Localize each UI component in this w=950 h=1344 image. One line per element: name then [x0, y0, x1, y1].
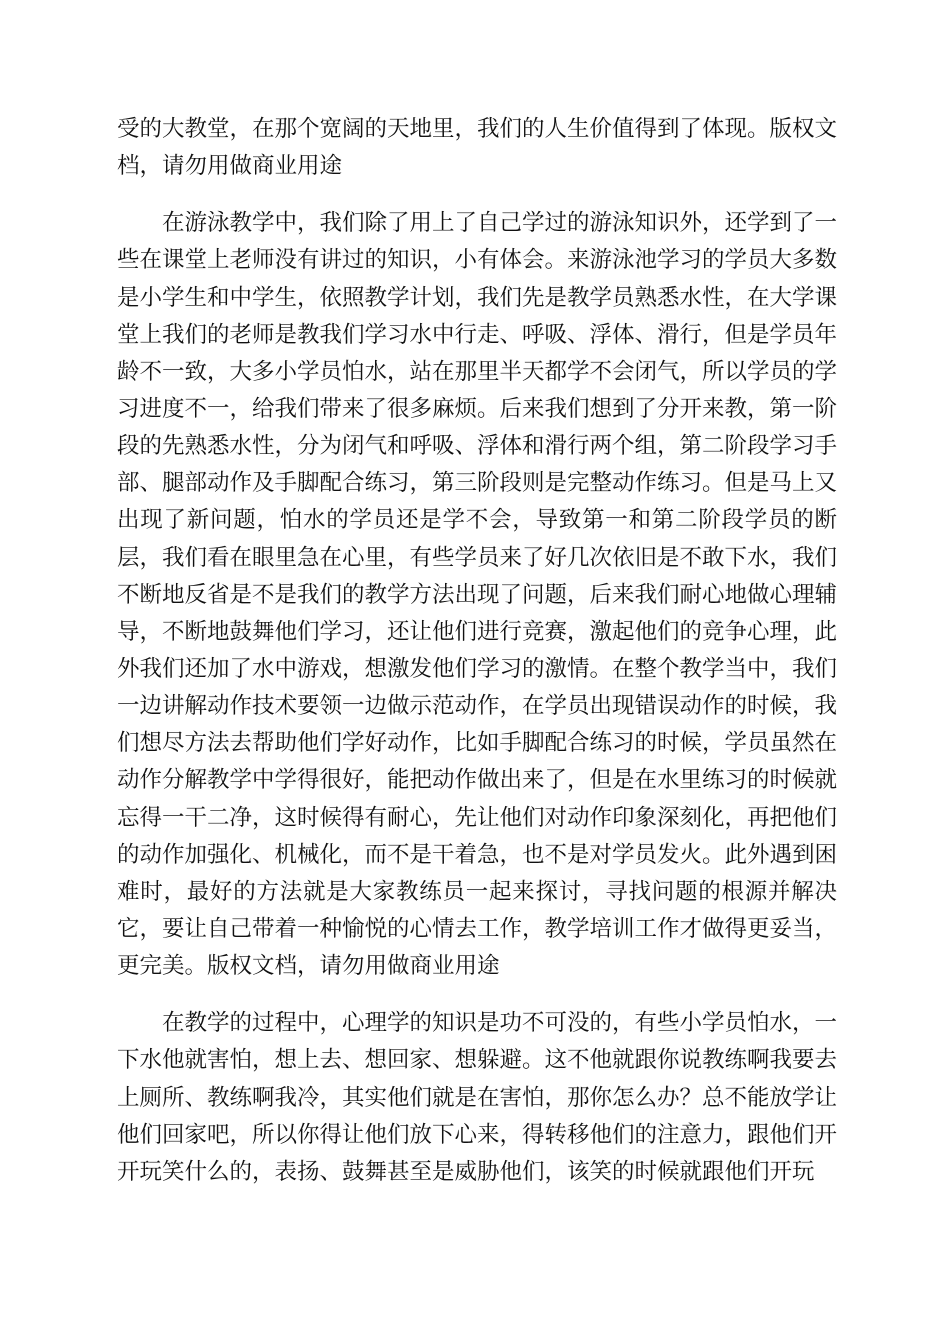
text-line: 上厕所、教练啊我冷，其实他们就是在害怕，那你怎么办？总不能放学让: [117, 1084, 838, 1111]
text-line: 档，请勿用做商业用途: [117, 153, 343, 180]
text-line: 在教学的过程中，心理学的知识是功不可没的，有些小学员怕水，一: [162, 1010, 838, 1037]
text-line: 的动作加强化、机械化，而不是干着急，也不是对学员发火。此外遇到困: [117, 841, 838, 868]
paragraph-3: [117, 1005, 837, 1191]
text-line: 难时，最好的方法就是大家教练员一起来探讨，寻找问题的根源并解决: [117, 878, 837, 905]
text-line: 他们回家吧，所以你得让他们放下心来，得转移他们的注意力，跟他们开: [117, 1121, 838, 1148]
text-line: 习进度不一，给我们带来了很多麻烦。后来我们想到了分开来教，第一阶: [117, 395, 838, 422]
text-line: 它，要让自己带着一种愉悦的心情去工作，教学培训工作才做得更妥当，: [117, 915, 838, 942]
text-line: 在游泳教学中，我们除了用上了自己学过的游泳知识外，还学到了一: [162, 210, 838, 237]
text-line: 龄不一致，大多小学员怕水，站在那里半天都学不会闭气，所以学员的学: [117, 358, 838, 385]
text-line: 段的先熟悉水性，分为闭气和呼吸、浮体和滑行两个组，第二阶段学习手: [117, 433, 838, 460]
document-body: [117, 111, 837, 1191]
text-line: 些在课堂上老师没有讲过的知识，小有体会。来游泳池学习的学员大多数: [117, 247, 838, 274]
text-line: 更完美。版权文档，请勿用做商业用途: [117, 953, 500, 980]
text-line: 导，不断地鼓舞他们学习，还让他们进行竞赛，激起他们的竞争心理，此: [117, 618, 838, 645]
text-line: 部、腿部动作及手脚配合练习，第三阶段则是完整动作练习。但是马上又: [117, 470, 838, 497]
text-line: 不断地反省是不是我们的教学方法出现了问题，后来我们耐心地做心理辅: [117, 581, 838, 608]
text-line: 开玩笑什么的，表扬、鼓舞甚至是威胁他们，该笑的时候就跟他们开玩: [117, 1158, 815, 1185]
text-line: 是小学生和中学生，依照教学计划，我们先是教学员熟悉水性，在大学课: [117, 284, 838, 311]
text-line: 下水他就害怕，想上去、想回家、想躲避。这不他就跟你说教练啊我要去: [117, 1047, 838, 1074]
text-line: 层，我们看在眼里急在心里，有些学员来了好几次依旧是不敢下水，我们: [117, 544, 838, 571]
text-line: 们想尽方法去帮助他们学好动作，比如手脚配合练习的时候，学员虽然在: [117, 730, 838, 757]
text-line: 出现了新问题，怕水的学员还是学不会，导致第一和第二阶段学员的断: [117, 507, 837, 534]
text-line: 一边讲解动作技术要领一边做示范动作，在学员出现错误动作的时候，我: [117, 693, 838, 720]
text-line: 堂上我们的老师是教我们学习水中行走、呼吸、浮体、滑行，但是学员年: [117, 321, 838, 348]
text-line: 忘得一干二净，这时候得有耐心，先让他们对动作印象深刻化，再把他们: [117, 804, 838, 831]
text-line: 外我们还加了水中游戏，想激发他们学习的激情。在整个教学当中，我们: [117, 655, 838, 682]
paragraph-1: [117, 111, 837, 185]
text-line: 受的大教堂，在那个宽阔的天地里，我们的人生价值得到了体现。版权文: [117, 116, 838, 142]
text-line: 动作分解教学中学得很好，能把动作做出来了，但是在水里练习的时候就: [117, 767, 838, 794]
paragraph-2: [117, 205, 837, 985]
